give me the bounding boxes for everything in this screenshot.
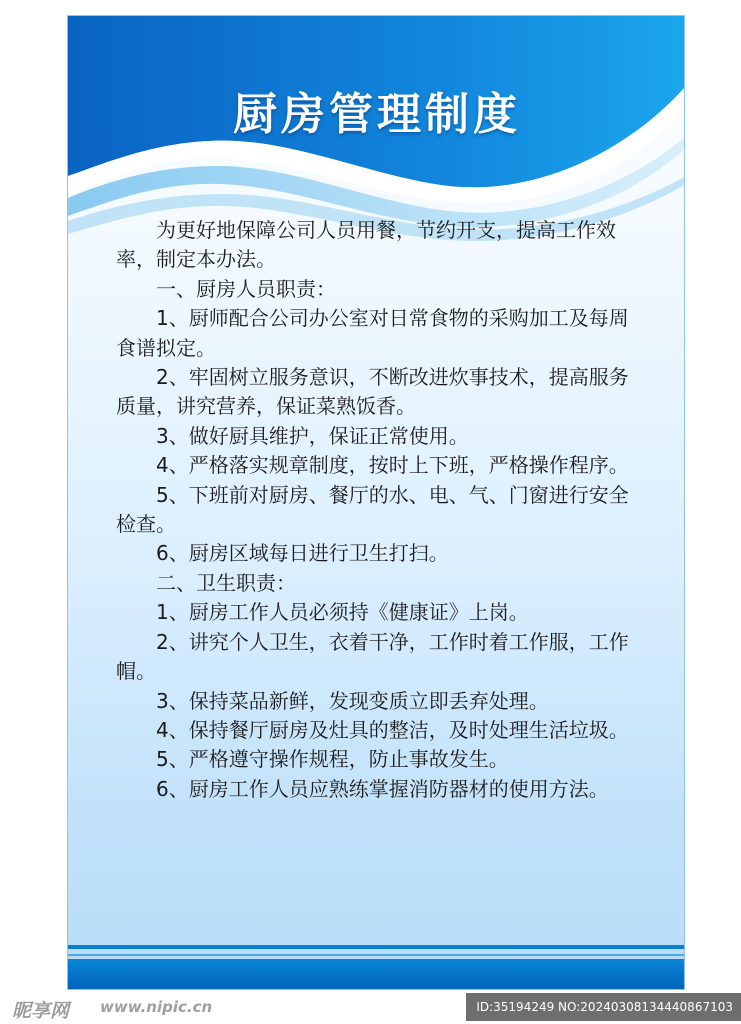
- poster-title: 厨房管理制度: [233, 89, 521, 140]
- list-item: 1、厨房工作人员必须持《健康证》上岗。: [156, 600, 529, 625]
- list-item: 6、厨房区域每日进行卫生打扫。: [156, 541, 449, 566]
- footer-stripe: [68, 945, 685, 949]
- list-item: 3、保持菜品新鲜，发现变质立即丢弃处理。: [156, 688, 549, 713]
- list-item: 4、保持餐厅厨房及灶具的整洁，及时处理生活垃圾。: [156, 717, 629, 742]
- watermark-id-badge: ID:35194249 NO:20240308134440867103: [466, 993, 741, 1021]
- regulation-body: [116, 216, 646, 804]
- intro-paragraph: 为更好地保障公司人员用餐，节约开支，提高工作效率，制定本办法。: [116, 218, 616, 272]
- list-item: 3、做好厨具维护，保证正常使用。: [156, 423, 469, 448]
- section-heading-hygiene: 二、卫生职责：: [156, 570, 296, 595]
- section-heading-kitchen-staff: 一、厨房人员职责：: [156, 276, 336, 301]
- list-item: 1、厨师配合公司办公室对日常食物的采购加工及每周食谱拟定。: [116, 306, 629, 360]
- footer-bar: [68, 959, 685, 989]
- list-item: 2、牢固树立服务意识，不断改进炊事技术，提高服务质量，讲究营养，保证菜熟饭香。: [116, 365, 629, 419]
- list-item: 5、下班前对厨房、餐厅的水、电、气、门窗进行安全检查。: [116, 482, 629, 537]
- list-item: 4、严格落实规章制度，按时上下班，严格操作程序。: [156, 453, 629, 478]
- list-item: 2、讲究个人卫生，衣着干净，工作时着工作服，工作帽。: [116, 629, 629, 684]
- list-item: 6、厨房工作人员应熟练掌握消防器材的使用方法。: [156, 776, 609, 801]
- footer-stripe-thin: [68, 954, 685, 956]
- watermark-url: www.nipic.cn: [100, 998, 213, 1016]
- poster: [67, 15, 685, 990]
- watermark-logo: 昵享网: [12, 1000, 70, 1022]
- list-item: 5、严格遵守操作规程，防止事故发生。: [156, 747, 509, 772]
